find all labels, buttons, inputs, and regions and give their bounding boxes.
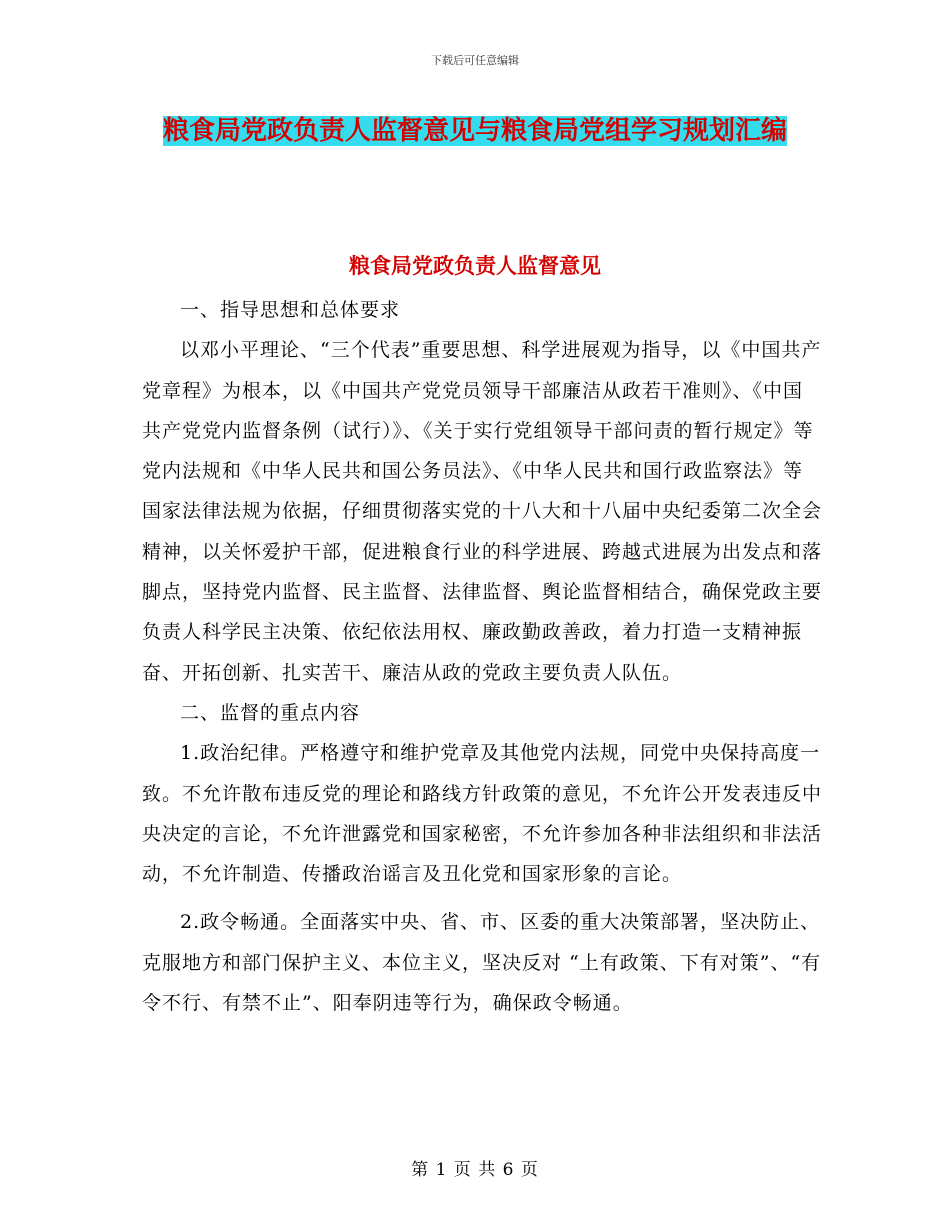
paragraph-guiding-ideology: 以邓小平理论、“三个代表”重要思想、科学进展观为指导，以《中国共产党章程》为根本，以《中国共产党党员领导干部廉洁从政若干准则》、《中国共产党党内监督条例（试行）》、《关于实行党组领导干部问责的暂行规定》等党内法规和《中华人民共和国公务员法》、《中华人民共和国行政监察法》等国家法律法规为依据，仔细贯彻落实党的十八大和十八届中央纪委第二次全会精神，以关怀爱护干部，促进粮食行业的科学进展、跨越式进展为出发点和落脚点，坚持党内监督、民主监督、法律监督、舆论监督相结合，确保党政主要负责人科学民主决策、依纪依法用权、廉政勤政善政，着力打造一支精神振奋、开拓创新、扎实苦干、廉洁从政的党政主要负责人队伍。	[142, 339, 823, 684]
document-body	[142, 290, 822, 1023]
section-title: 粮食局党政负责人监督意见	[349, 253, 601, 278]
document-title	[140, 108, 810, 155]
paragraph-political-discipline: 1.政治纪律。严格遵守和维护党章及其他党内法规，同党中央保持高度一致。不允许散布违反党的理论和路线方针政策的意见，不允许公开发表违反中央决定的言论，不允许泄露党和国家秘密，不允许参加各种非法组织和非法活动，不允许制造、传播政治谣言及丑化党和国家形象的言论。	[142, 742, 823, 886]
heading-guiding-ideology: 一、指导思想和总体要求	[180, 299, 401, 321]
header-note: 下载后可任意编辑	[431, 54, 519, 67]
heading-supervision-content: 二、监督的重点内容	[180, 701, 361, 724]
document-title-text: 粮食局党政负责人监督意见与粮食局党组学习规划汇编	[162, 116, 787, 146]
page-number: 第 1 页 共 6 页	[411, 1160, 539, 1180]
paragraph-government-orders: 2.政令畅通。全面落实中央、省、市、区委的重大决策部署，坚决防止、克服地方和部门保护主义、本位主义，坚决反对 “上有政策、下有对策”、“有令不行、有禁不止”、阳奉阴违等行为，确保政令畅通。	[142, 911, 822, 1015]
